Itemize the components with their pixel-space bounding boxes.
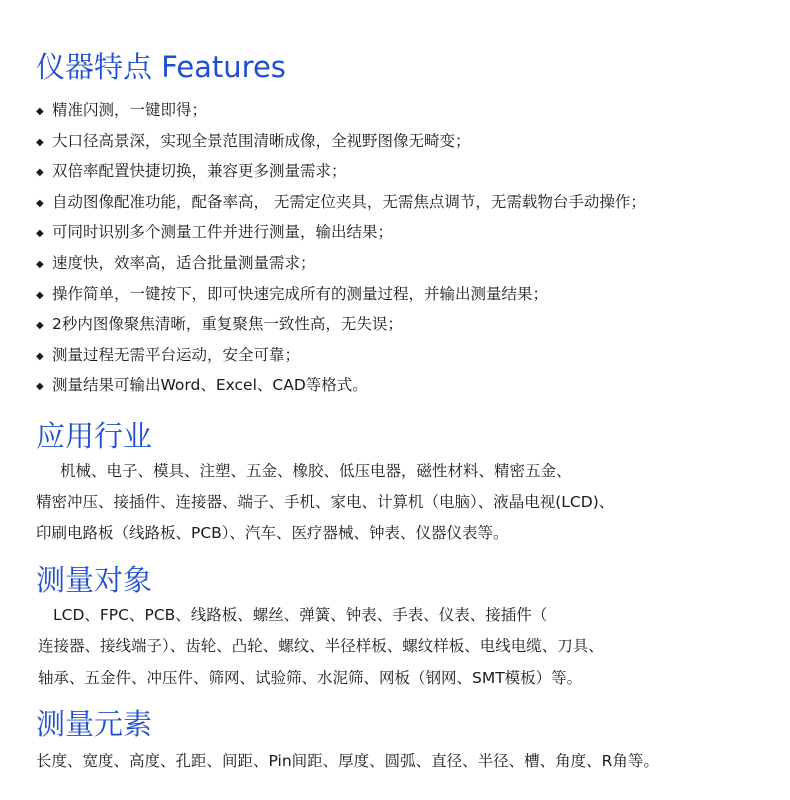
- feature-item: [36, 340, 646, 371]
- industries-line: 机械、电子、模具、注塑、五金、橡胶、低压电器，磁性材料、精密五金、: [60, 462, 572, 480]
- feature-item: [36, 279, 646, 310]
- feature-item: [36, 309, 646, 340]
- feature-text: 速度快，效率高，适合批量测量需求；: [52, 253, 316, 272]
- diamond-bullet-icon: ◆: [36, 197, 44, 209]
- industries-line: 精密冲压、接插件、连接器、端子、手机、家电、计算机（电脑）、液晶电视(LCD)、: [36, 493, 615, 511]
- objects-heading: 测量对象: [36, 563, 153, 597]
- feature-item: [36, 95, 646, 126]
- diamond-bullet-icon: ◆: [36, 381, 44, 393]
- diamond-bullet-icon: ◆: [36, 289, 44, 301]
- objects-line: LCD、FPC、PCB、线路板、螺丝、弹簧、钟表、手表、仪表、接插件（: [53, 606, 548, 624]
- objects-line: 轴承、五金件、冲压件、筛网、试验筛、水泥筛、网板（钢网、SMT模板）等。: [38, 669, 583, 687]
- feature-text: 测量结果可输出Word、Excel、CAD等格式。: [52, 376, 368, 395]
- feature-item: [36, 248, 646, 279]
- feature-text: 可同时识别多个测量工件并进行测量，输出结果；: [52, 223, 394, 242]
- industries-heading: 应用行业: [36, 419, 153, 453]
- objects-line: 连接器、接线端子）、齿轮、凸轮、螺纹、半径样板、螺纹样板、电线电缆、刀具、: [38, 637, 604, 655]
- feature-item: [36, 187, 646, 218]
- feature-text: 测量过程无需平台运动，安全可靠；: [52, 345, 301, 364]
- features-heading: 仪器特点 Features: [36, 50, 286, 84]
- elements-line: 长度、宽度、高度、孔距、间距、Pin间距、厚度、圆弧、直径、半径、槽、角度、R角等。: [36, 752, 659, 770]
- diamond-bullet-icon: ◆: [36, 350, 44, 362]
- feature-item: [36, 156, 646, 187]
- diamond-bullet-icon: ◆: [36, 258, 44, 270]
- features-list: [36, 95, 646, 401]
- feature-text: 大口径高景深，实现全景范围清晰成像，全视野图像无畸变；: [52, 131, 471, 150]
- feature-item: [36, 370, 646, 401]
- diamond-bullet-icon: ◆: [36, 228, 44, 240]
- feature-text: 双倍率配置快捷切换，兼容更多测量需求；: [52, 162, 347, 181]
- feature-item: [36, 126, 646, 157]
- feature-text: 精准闪测，一键即得；: [52, 101, 208, 119]
- feature-text: 操作简单，一键按下，即可快速完成所有的测量过程，并输出测量结果；: [52, 284, 549, 303]
- feature-text: 自动图像配准功能，配备率高， 无需定位夹具，无需焦点调节，无需载物台手动操作；: [52, 192, 646, 211]
- diamond-bullet-icon: ◆: [36, 320, 44, 332]
- feature-text: 2秒内图像聚焦清晰，重复聚焦一致性高，无失误；: [52, 315, 403, 334]
- diamond-bullet-icon: ◆: [36, 106, 44, 117]
- diamond-bullet-icon: ◆: [36, 136, 44, 148]
- industries-line: 印刷电路板（线路板、PCB）、汽车、医疗器械、钟表、仪器仪表等。: [36, 524, 509, 542]
- feature-item: [36, 217, 646, 248]
- elements-heading: 测量元素: [36, 707, 153, 741]
- diamond-bullet-icon: ◆: [36, 167, 44, 179]
